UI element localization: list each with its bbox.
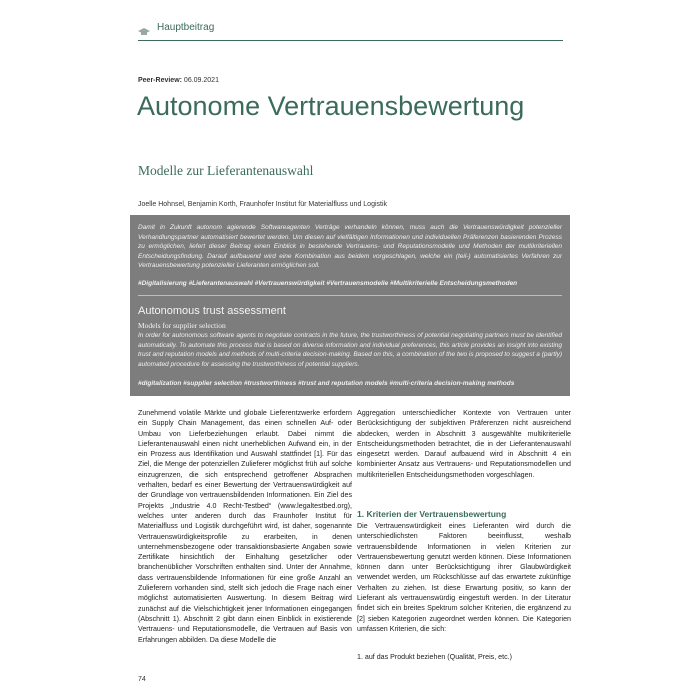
header-divider [138,40,563,41]
peer-review-date: 06.09.2021 [183,77,219,84]
article-subtitle: Modelle zur Lieferantenauswahl [138,163,314,178]
body-column-left: Zunehmend volatile Märkte und globale Lieferentzwerke erfordern ein Supply Chain Management, das einen schnellen Auf- oder Umbau von Lieferbeziehungen erlaubt. Dabei nimmt die Lieferantenauswahl einen nicht unerheblichen Aufwand ein, in der ein Prozess aus Identifikation und Auswahl stattfindet [1]. Für das Ziel, die Menge der potenziellen Zulieferer möglichst früh auf solche einzugrenzen, die sich entsprechend getroffener Absprachen verhalten, bedarf es einer Bewertung der Vertrauenswürdigkeit auf der Grundlage von vertrauensbildenden Informationen. Ein Ziel des Projekts „Industrie 4.0 Recht-Testbed“ (www.legaltestbed.org), welches unter anderen durch das Fraunhofer Institut für Materialfluss und Logistik durchgeführt wird, ist daher, sogenannte Vertrauenswürdigkeitsprofile zu erarbeiten, in denen unternehmensbezogene oder transaktionsbasierte Angaben sowie Zertifikate hinsichtlich der Einhaltung gesetzlicher oder branchenüblicher Vorschriften enthalten sind. Unter der Annahme, dass vertrauensbildende Informationen für eine große Anzahl an Zulieferern vorhanden sind, stellt sich jedoch die Frage nach einer möglichst automatisierten Auswertung. In diesem Beitrag wird zunächst auf die Vielschichtigkeit jener Informationen eingegangen (Abschnitt 1). Abschnitt 2 gibt dann einen Einblick in existierende Vertrauens- und Reputationsmodelle, die Vertrauen auf Basis von Erfahrungen abbilden. Da diese Modelle die [138,409,352,644]
body-column-right-intro: Aggregation unterschiedlicher Kontexte von Vertrauen unter Berücksichtigung der subjektiven Präferenzen nicht ausreichend abdecken, werden in Abschnitt 3 ausgewählte multikriterielle Entscheidungsmethoden betrachtet, die in der Lieferantenauswahl eingesetzt werden. Darauf aufbauend wird in Abschnitt 4 ein kombinierter Ansatz aus Vertrauens- und Reputationsmodellen und multikriteriellen Entscheidungsmethoden vorgeschlagen. [357,409,571,479]
english-title: Autonomous trust assessment [138,305,286,317]
body-column-right-section: Die Vertrauenswürdigkeit eines Lieferanten wird durch die unterschiedlichsten Faktoren beeinflusst, weshalb vertrauensbildende Informationen in vielen Kriterien zur Vertrauensbewertung genutzt werden können. Diese Informationen können dann unter Berücksichtigung ihrer Glaubwürdigkeit verwendet werden, um Rückschlüsse auf das erwartete zukünftige Verhalten zu ziehen. Ist diese Erwartung positiv, so kann der Lieferant als vertrauenswürdig eingestuft werden. In der Literatur findet sich ein breites Spektrum solcher Kriterien, die ergänzend zu [2] sieben Kategorien zugeordnet werden können. Die Kategorien umfassen Kriterien, die sich: [357,522,571,633]
abstract-german: Damit in Zukunft autonom agierende Softwareagenten Verträge verhandeln können, muss auch die Vertrauenswürdigkeit potenzieller Verhandlungspartner automatisiert bewertet werden. Um diesen auf vielfältigen Informationen und individuellen Präferenzen basierenden Prozess zu ermöglichen, liefert dieser Beitrag einen Einblick in bestehende Vertrauens- und Reputationsmodelle und Methoden der multikriteriellen Entscheidungsfindung. Darauf aufbauend wird eine Kombination aus beidem vorgeschlagen, welche ein (teil-) automatisiertes Verfahren zur Vertrauensbewertung potenzieller Lieferanten ermöglichen soll. [138,224,562,269]
article-title: Autonome Vertrauensbewertung [137,91,525,121]
abstract-divider [138,295,562,296]
keywords-english: #digitalization #supplier selection #trustworthiness #trust and reputation models #multi-criteria decision-making methods [138,380,515,387]
graduation-cap-icon [138,24,150,33]
abstract-english: In order for autonomous software agents to negotiate contracts in the future, the trustworthiness of potential negotiating partners must be identified automatically. To automate this process that is based on diverse information and individual preferences, this article provides an insight into existing trust and reputation models and methods of multi-criteria decision-making. Based on this, a combination of the two is proposed to suggest a (partly) automated procedure for assessing the trustworthiness of potential suppliers. [138,332,562,368]
section-label: Hauptbeitrag [157,22,215,33]
section-heading: 1. Kriterien der Vertrauensbewertung [357,509,507,519]
author-line: Joelle Hohnsel, Benjamin Korth, Fraunhofer Institut für Materialfluss und Logistik [138,201,388,208]
english-subtitle: Models for supplier selection [138,321,226,330]
keywords-german: #Digitalisierung #Lieferantenauswahl #Vertrauenswürdigkeit #Vertrauensmodelle #Multikriterielle Entscheidungsmethoden [138,280,518,287]
abstract-box [130,215,570,396]
list-item: 1. auf das Produkt beziehen (Qualität, Preis, etc.) [357,653,512,661]
page-number: 74 [138,676,146,683]
peer-review-label: Peer-Review: [138,77,182,84]
section-header [138,20,563,42]
peer-review-line [138,77,219,84]
